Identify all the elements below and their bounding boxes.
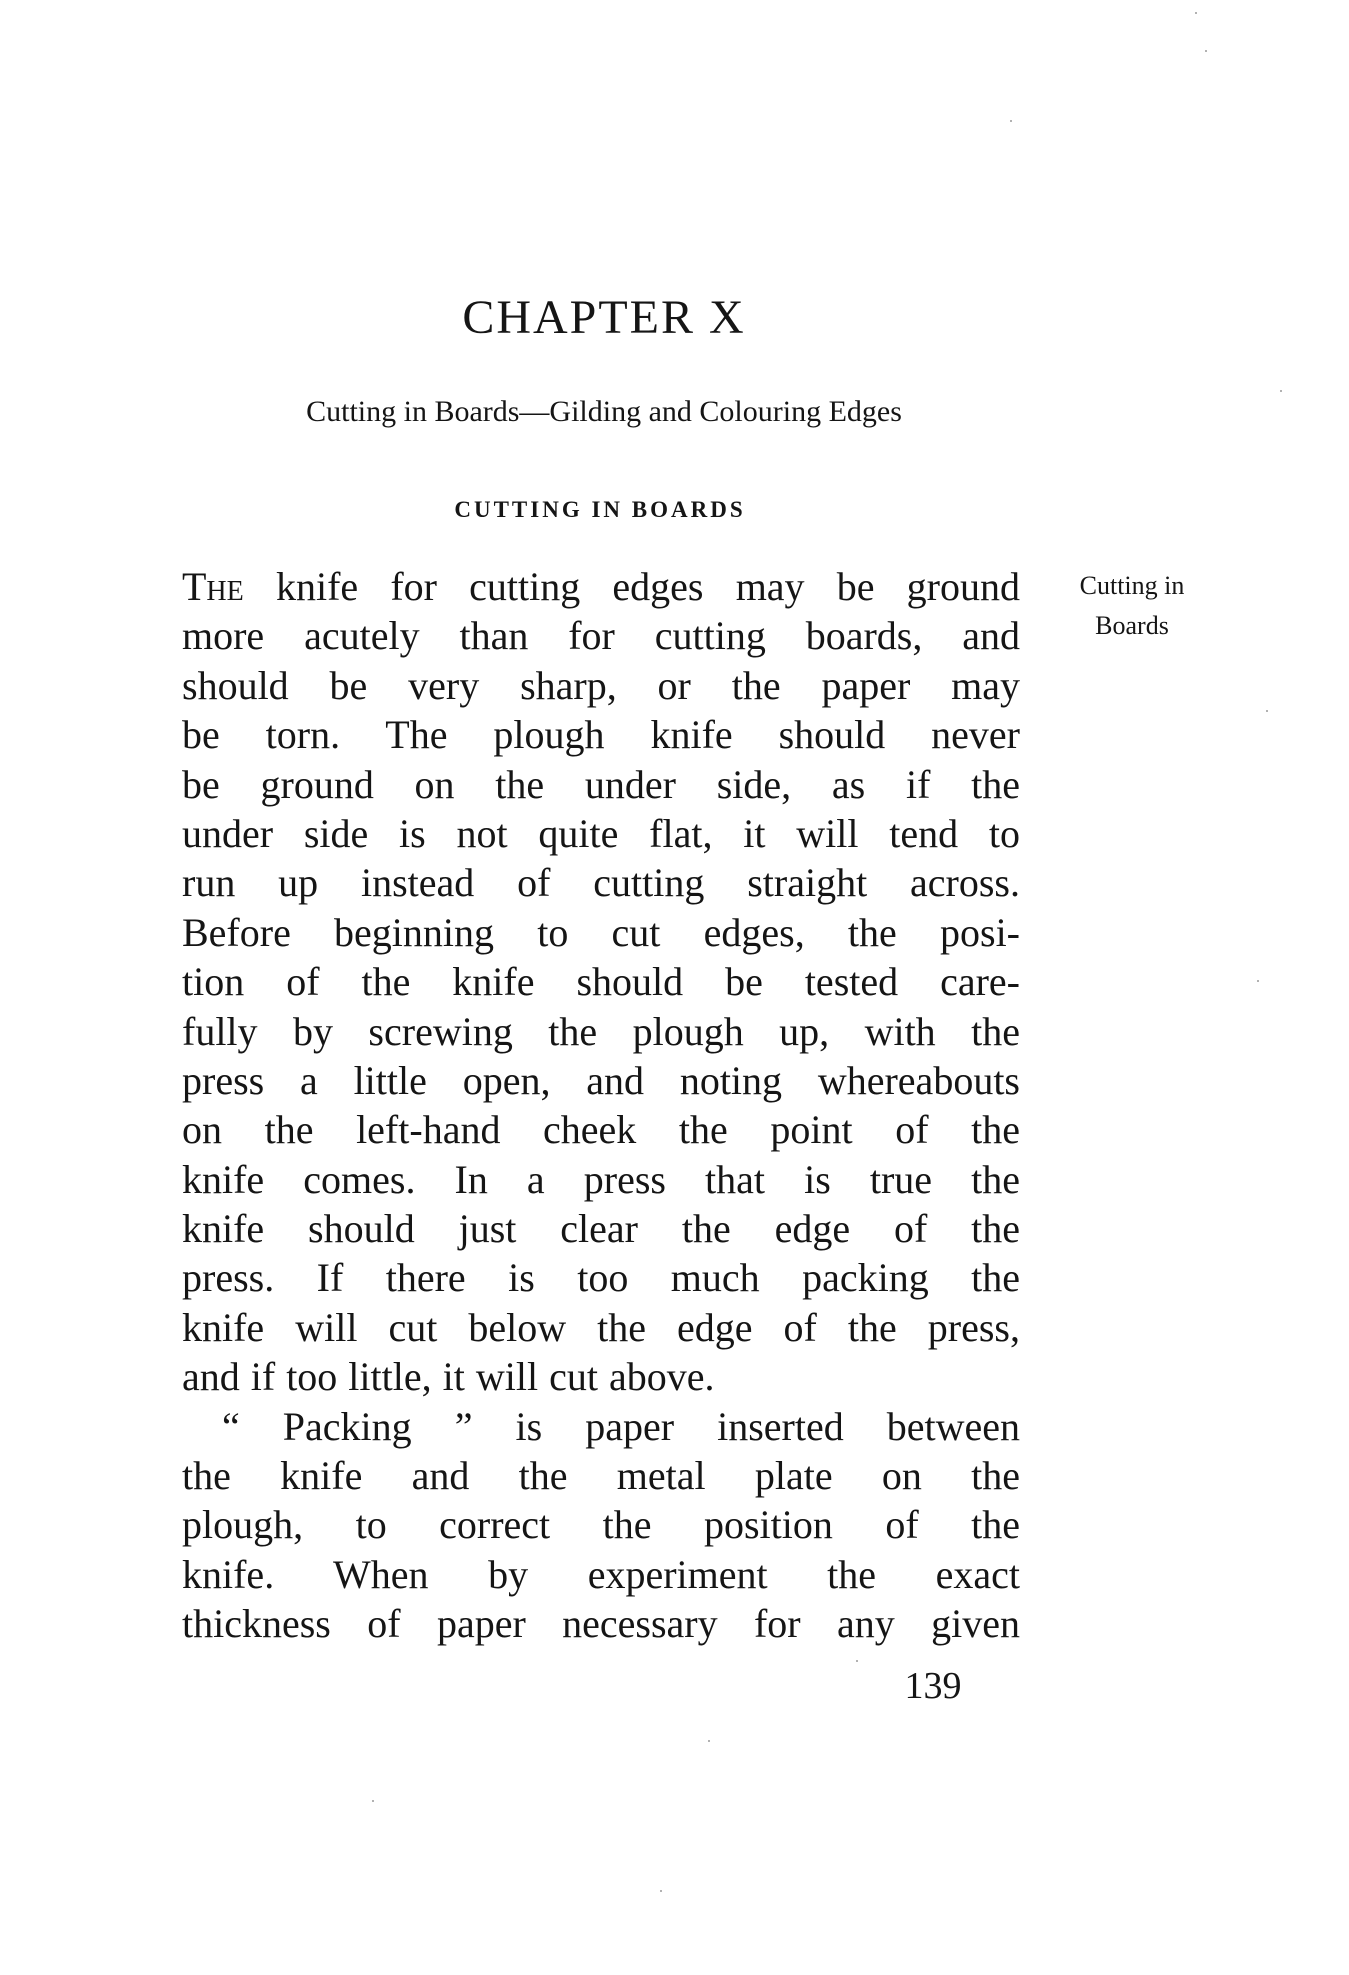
body-line: on the left-hand cheek the point of the bbox=[182, 1107, 1020, 1153]
body-line-1 bbox=[182, 562, 1020, 611]
body-line: be ground on the under side, as if the bbox=[182, 761, 1020, 807]
body-line: knife comes. In a press that is true the bbox=[182, 1156, 1020, 1202]
paper-speck bbox=[856, 1660, 858, 1662]
body-line: plough, to correct the position of the bbox=[182, 1502, 1020, 1548]
body-line: the knife and the metal plate on the bbox=[182, 1453, 1020, 1499]
page-number: 139 bbox=[904, 1665, 962, 1707]
body-line: run up instead of cutting straight across. bbox=[182, 860, 1020, 906]
paper-speck bbox=[1010, 120, 1012, 122]
paper-speck bbox=[1257, 980, 1259, 982]
body-line: under side is not quite flat, it will tend to bbox=[182, 810, 1020, 856]
body-line: and if too little, it will cut above. bbox=[182, 1354, 715, 1400]
body-line: “ Packing ” is paper inserted between bbox=[222, 1403, 1020, 1449]
body-line: fully by screwing the plough up, with the bbox=[182, 1008, 1020, 1054]
body-line: knife. When by experiment the exact bbox=[182, 1551, 1020, 1597]
body-line: Before beginning to cut edges, the posi- bbox=[182, 909, 1020, 955]
body-line: be torn. The plough knife should never bbox=[182, 712, 1020, 758]
paper-speck bbox=[660, 1890, 662, 1892]
section-heading: CUTTING IN BOARDS bbox=[454, 497, 746, 522]
body-line: knife will cut below the edge of the press, bbox=[182, 1304, 1020, 1350]
body-line: tion of the knife should be tested care- bbox=[182, 959, 1020, 1005]
chapter-title: CHAPTER X bbox=[462, 291, 746, 344]
marginal-note-line-1: Cutting in bbox=[1079, 571, 1185, 600]
body-line: thickness of paper necessary for any given bbox=[182, 1601, 1020, 1647]
paper-speck bbox=[708, 1740, 710, 1742]
marginal-note bbox=[1052, 566, 1212, 646]
marginal-note-line-2: Boards bbox=[1095, 611, 1169, 640]
body-line-1-text: knife for cutting edges may be ground bbox=[243, 564, 1020, 609]
lead-word: The bbox=[182, 564, 244, 609]
paper-speck bbox=[1195, 12, 1197, 14]
body-paragraphs bbox=[182, 562, 1020, 1649]
body-line: press a little open, and noting whereabouts bbox=[182, 1057, 1020, 1103]
body-line: knife should just clear the edge of the bbox=[182, 1206, 1020, 1252]
body-line: press. If there is too much packing the bbox=[182, 1255, 1020, 1301]
chapter-subtitle: Cutting in Boards—Gilding and Colouring Edges bbox=[306, 395, 902, 428]
body-line: should be very sharp, or the paper may bbox=[182, 662, 1020, 708]
paper-speck bbox=[1280, 390, 1282, 392]
paper-speck bbox=[372, 1800, 374, 1802]
paper-speck bbox=[1205, 50, 1207, 52]
body-line: more acutely than for cutting boards, and bbox=[182, 613, 1020, 659]
paper-speck bbox=[1266, 710, 1268, 712]
